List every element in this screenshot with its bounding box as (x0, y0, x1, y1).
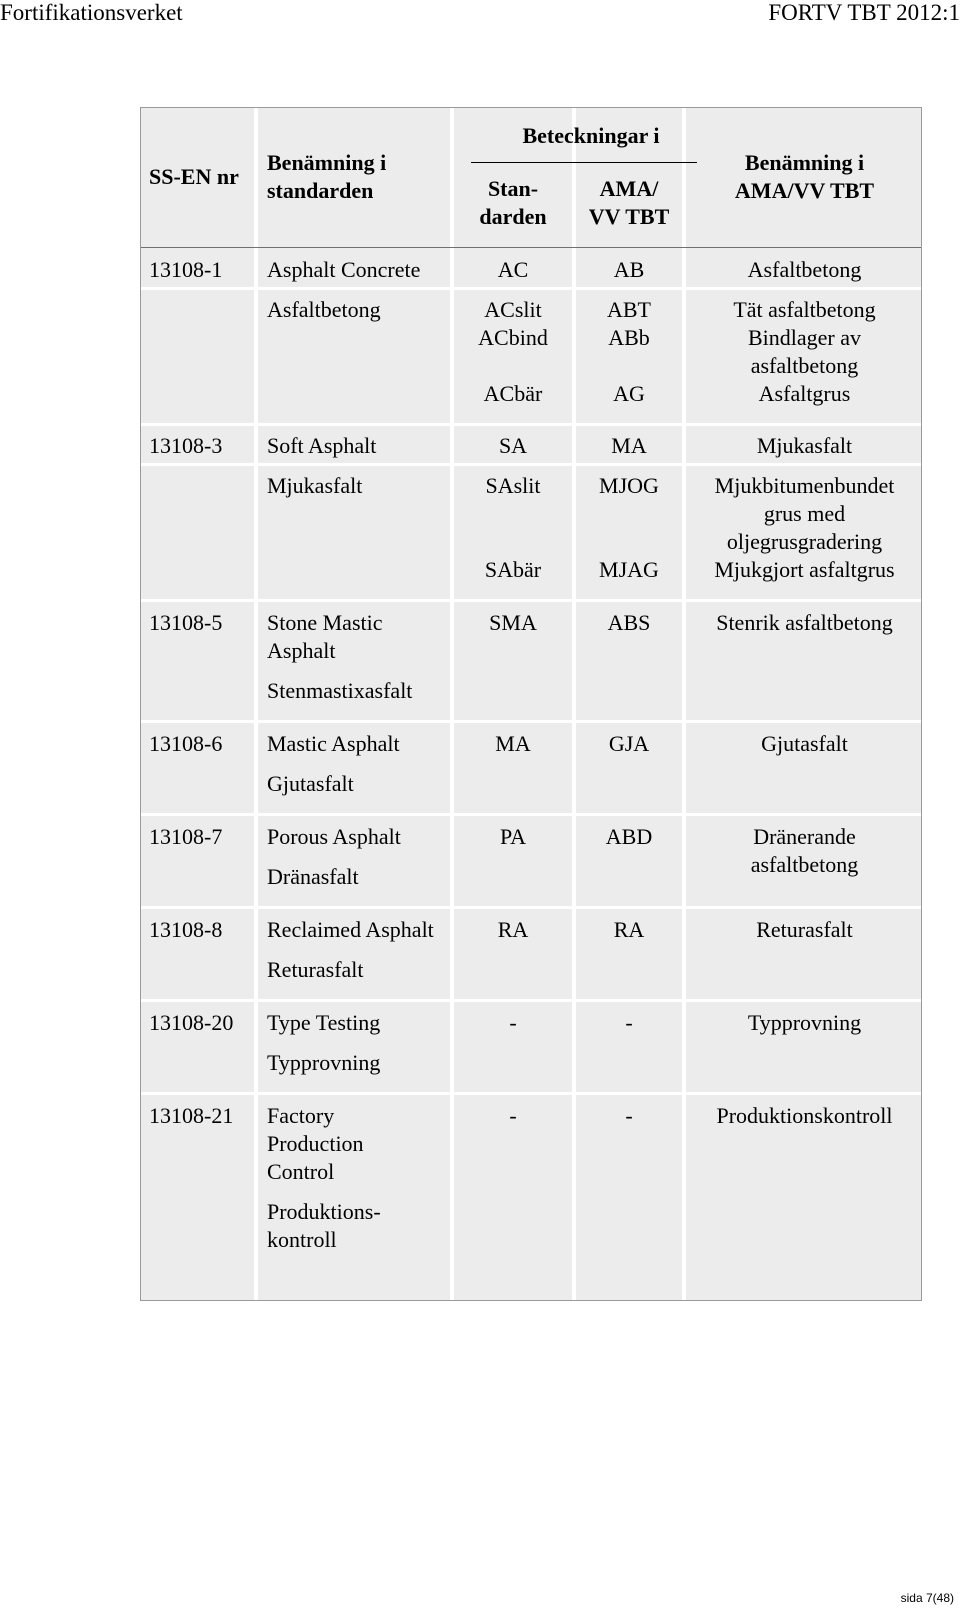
cell-designation-ama: ABb (608, 325, 650, 350)
cell-name-swedish: Typprovning (267, 1050, 381, 1075)
page-number: sida 7(48) (900, 1591, 954, 1605)
cell-designation-standard: SAslit (485, 473, 541, 498)
cell-designation-standard: PA (499, 824, 527, 849)
row-divider (141, 906, 921, 909)
cell-name-ama: Mjukgjort asfaltgrus (714, 557, 895, 582)
cell-ssen-nr: 13108-21 (149, 1103, 234, 1128)
header-separator (141, 247, 921, 248)
cell-name-ama: oljegrusgradering (726, 529, 883, 554)
cell-designation-ama: - (625, 1010, 633, 1035)
row-divider (141, 599, 921, 602)
cell-name-swedish: Returasfalt (267, 957, 364, 982)
cell-designation-standard: SMA (489, 610, 537, 635)
cell-name-ama: Returasfalt (756, 917, 853, 942)
cell-ssen-nr: 13108-3 (149, 433, 223, 458)
cell-name-standard: Soft Asphalt (267, 433, 377, 458)
cell-designation-standard: ACbind (478, 325, 548, 350)
cell-name-ama: Gjutasfalt (761, 731, 848, 756)
col-header-benamning-std-2: standarden (267, 178, 374, 203)
cell-designation-standard: - (509, 1010, 517, 1035)
row-divider (141, 1092, 921, 1095)
beteckningar-underline (471, 162, 697, 163)
col-header-ssen: SS-EN nr (149, 164, 239, 189)
col-header-beteckningar: Beteckningar i (522, 123, 660, 148)
cell-name-ama: Stenrik asfaltbetong (716, 610, 893, 635)
cell-designation-standard: ACslit (484, 297, 542, 322)
cell-name-standard: Factory (267, 1103, 335, 1128)
cell-designation-standard: ACbär (483, 381, 543, 406)
document-header-right: FORTV TBT 2012:1 (768, 0, 960, 25)
cell-designation-ama: MA (611, 433, 647, 458)
cell-name-standard: Asphalt (267, 638, 336, 663)
cell-name-ama: grus med (763, 501, 846, 526)
cell-name-standard: Stone Mastic (267, 610, 383, 635)
cell-name-ama: Tät asfaltbetong (733, 297, 876, 322)
cell-designation-standard: SA (498, 433, 528, 458)
row-divider (141, 423, 921, 426)
cell-name-swedish: kontroll (267, 1227, 337, 1252)
cell-name-swedish: Stenmastixasfalt (267, 678, 413, 703)
cell-name-swedish: Gjutasfalt (267, 771, 354, 796)
cell-ssen-nr: 13108-1 (149, 257, 223, 282)
cell-designation-ama: MJOG (599, 473, 659, 498)
cell-name-ama: Asfaltbetong (747, 257, 862, 282)
cell-name-standard: Reclaimed Asphalt (267, 917, 434, 942)
cell-name-standard: Control (267, 1159, 335, 1184)
col-header-standarden-2: darden (479, 204, 547, 229)
cell-name-standard: Type Testing (267, 1010, 381, 1035)
row-divider (141, 463, 921, 466)
cell-ssen-nr: 13108-20 (149, 1010, 234, 1035)
row-divider (141, 720, 921, 723)
row-divider (141, 999, 921, 1002)
cell-designation-standard: AC (497, 257, 529, 282)
cell-name-ama: Mjukasfalt (756, 433, 853, 458)
col-header-ama-2: VV TBT (588, 204, 670, 229)
cell-name-standard: Asphalt Concrete (267, 257, 421, 282)
col-header-benamning-std-1: Benämning i (267, 150, 387, 175)
cell-name-ama: asfaltbetong (750, 852, 859, 877)
cell-designation-ama: GJA (608, 731, 650, 756)
cell-designation-ama: - (625, 1103, 633, 1128)
cell-designation-ama: ABS (607, 610, 651, 635)
document-header-left: Fortifikationsverket (0, 0, 183, 25)
cell-designation-standard: SAbär (484, 557, 542, 582)
cell-ssen-nr: 13108-6 (149, 731, 223, 756)
cell-name-swedish: Produktions- (267, 1199, 381, 1224)
cell-name-standard: Mastic Asphalt (267, 731, 400, 756)
cell-designation-standard: RA (497, 917, 529, 942)
row-divider (141, 287, 921, 290)
cell-name-standard: Mjukasfalt (267, 473, 363, 498)
cell-designation-ama: ABT (607, 297, 651, 322)
cell-designation-standard: MA (495, 731, 531, 756)
cell-name-swedish: Dränasfalt (267, 864, 359, 889)
cell-designation-ama: AG (613, 381, 645, 406)
cell-name-standard: Production (267, 1131, 364, 1156)
cell-ssen-nr: 13108-8 (149, 917, 223, 942)
cell-name-ama: Asfaltgrus (758, 381, 851, 406)
cell-designation-ama: MJAG (599, 557, 659, 582)
cell-name-ama: Dränerande (753, 824, 856, 849)
cell-designation-ama: RA (613, 917, 645, 942)
cell-designation-ama: AB (613, 257, 645, 282)
col-header-ama-1: AMA/ (599, 176, 659, 201)
cell-name-ama: Bindlager av (747, 325, 862, 350)
col-header-benamning-ama-2: AMA/VV TBT (734, 178, 875, 203)
cell-name-ama: asfaltbetong (750, 353, 859, 378)
col-header-standarden-1: Stan- (487, 176, 539, 201)
designations-table (140, 107, 922, 1301)
cell-name-ama: Mjukbitumenbundet (714, 473, 895, 498)
cell-designation-standard: - (509, 1103, 517, 1128)
cell-name-standard: Porous Asphalt (267, 824, 401, 849)
col-header-benamning-ama-1: Benämning i (744, 150, 865, 175)
cell-designation-ama: ABD (605, 824, 653, 849)
cell-ssen-nr: 13108-5 (149, 610, 223, 635)
cell-name-ama: Typprovning (747, 1010, 862, 1035)
cell-ssen-nr: 13108-7 (149, 824, 223, 849)
cell-name-standard: Asfaltbetong (267, 297, 381, 322)
row-divider (141, 813, 921, 816)
cell-name-ama: Produktionskontroll (716, 1103, 893, 1128)
